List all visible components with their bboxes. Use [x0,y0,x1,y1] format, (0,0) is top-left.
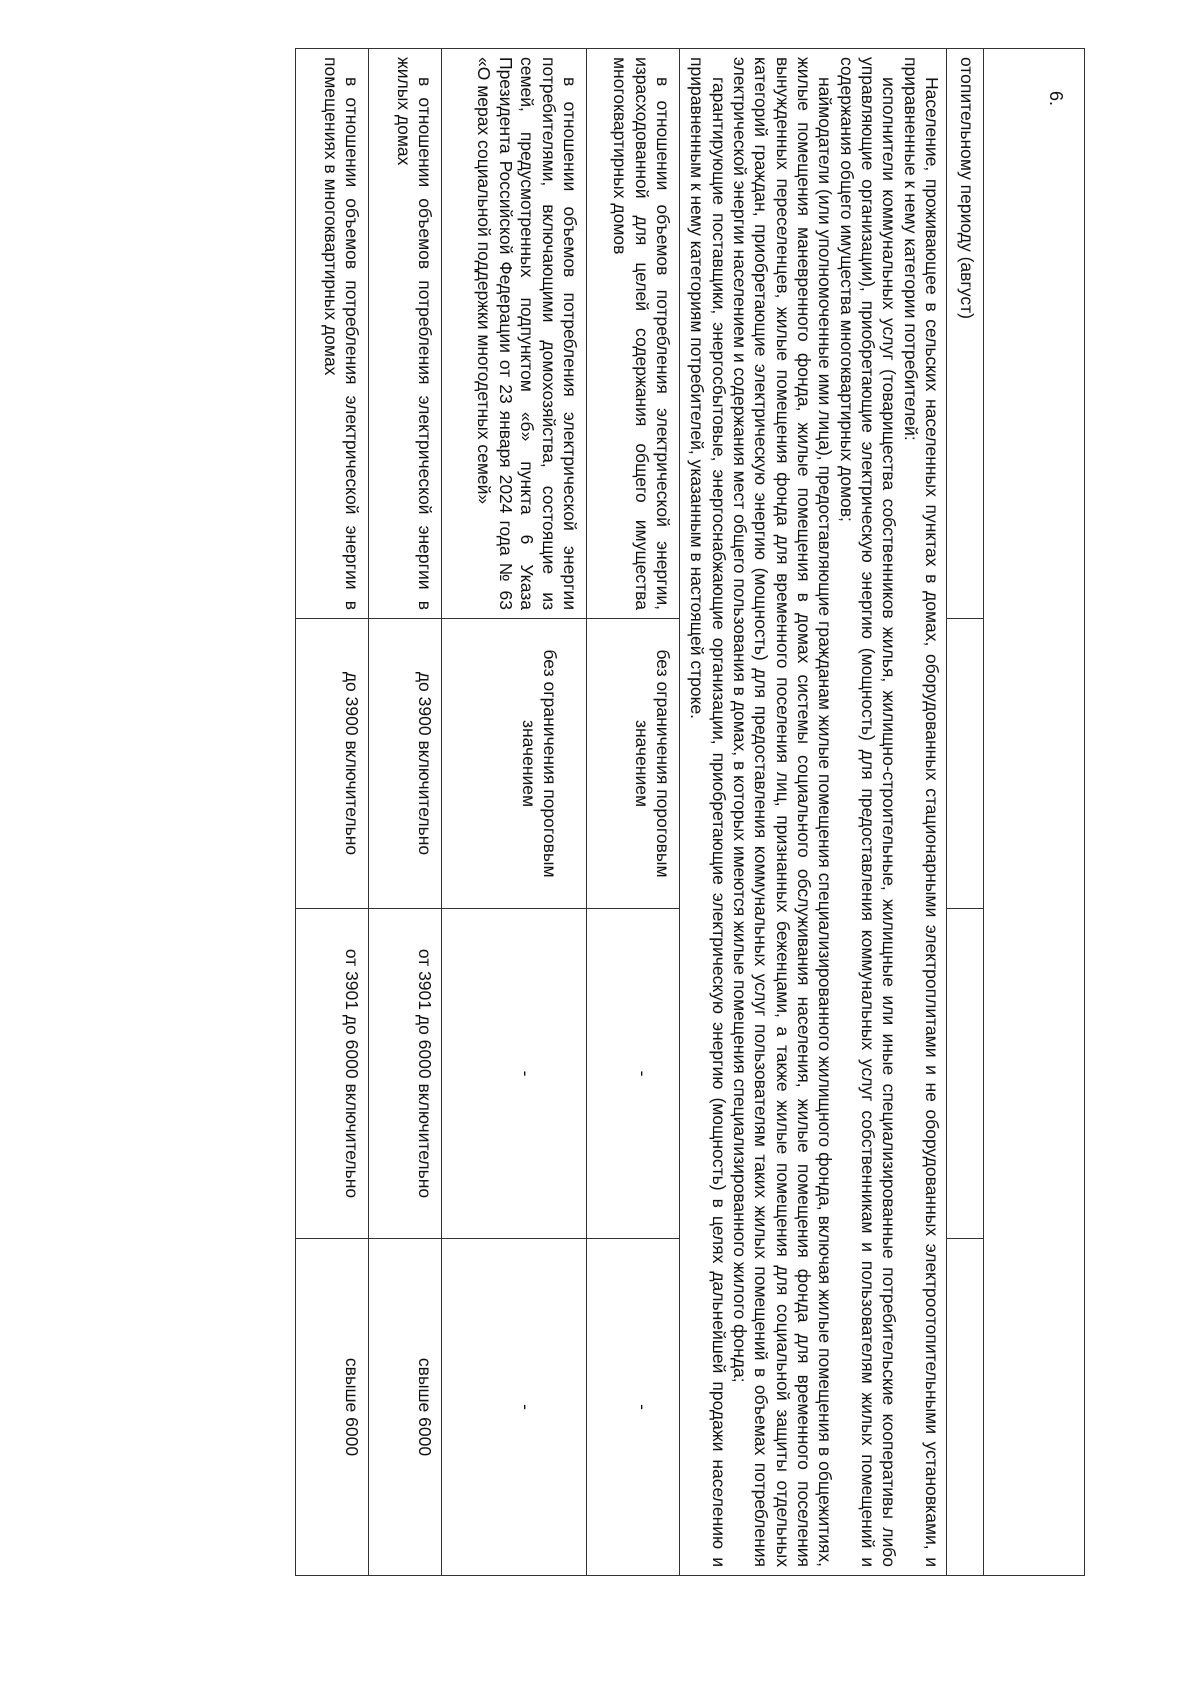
threshold-2: от 3901 до 6000 включительно [368,909,441,1239]
threshold-3: - [441,1239,586,1576]
description-paragraph: Население, проживающее в сельских населенных пунктах в домах, оборудованных стационарными электроплитами и не оборудованных электроотопительными установками, и приравненные к нему категории потребителей: [900,57,942,1567]
threshold-1: до 3900 включительно [368,619,441,909]
period-blank-2 [947,909,984,1239]
threshold-2: - [586,909,679,1239]
row-label: в отношении объемов потребления электрической энергии в жилых домах [393,57,435,610]
period-text: отопительному периоду (август) [957,57,977,319]
table-row [368,49,441,1576]
table-row [295,49,368,1576]
row-label-cell [441,49,586,619]
description-paragraph: гарантирующие поставщики, энергосбытовые, энергоснабжающие организации, приобретающие электрическую энергию (мощность) в целях дальнейшей продажи населению и приравненным к нему категориям потребителей, указанным в настоящей строке. [687,57,729,1567]
description-paragraph: исполнители коммунальных услуг (товарищества собственников жилья, жилищно-строительные, жилищные или иные специализированные потребительские кооперативы либо управляющие организации), приобретающие электрическую энергию (мощность) для предоставления коммунальных услуг собственникам и пользователям жилых помещений и содержания общего имущества многоквартирных домов; [836,57,900,1567]
period-row [947,49,984,1576]
table-row [586,49,679,1576]
row-label-cell [586,49,679,619]
rotated-page [145,48,1085,1575]
threshold-3: свыше 6000 [368,1239,441,1576]
row-number-cell [984,49,1085,1576]
threshold-2: от 3901 до 6000 включительно [295,909,368,1239]
threshold-1: без ограничения пороговым значением [586,619,679,909]
row-label: в отношении объемов потребления электрической энергии, израсходованной для целей содержания общего имущества многоквартирных домов [610,57,673,610]
threshold-3: - [586,1239,679,1576]
period-blank-1 [947,619,984,909]
row-label-cell [295,49,368,619]
period-blank-3 [947,1239,984,1576]
threshold-1: до 3900 включительно [295,619,368,909]
row-label-cell [368,49,441,619]
period-cell [947,49,984,619]
row-number: 6. [1046,91,1066,107]
row-number-row [984,49,1085,1576]
description-row [679,49,946,1576]
table-row [441,49,586,1576]
row-label: в отношении объемов потребления электрической энергии потребителями, включающими домохозяйства, состоящие из семей, предусмотренных подпунктом «б» пункта 6 Указа Президента Российской Федерации от 23 января 2024 года № 63 «О мерах социальной поддержки многодетных семей» [474,57,580,610]
description-paragraph: наймодатели (или уполномоченные ими лица), предоставляющие гражданам жилые помещения специализированного жилищного фонда, включая жилые помещения в общежитиях, жилые помещения маневренного фонда, жилые помещения в домах системы социального обслуживания населения, жилые помещения фонда для временного поселения вынужденных переселенцев, жилые помещения фонда для временного поселения лиц, признанных беженцами, а также жилые помещения для социальной защиты отдельных категорий граждан, приобретающие электрическую энергию (мощность) для предоставления коммунальных услуг пользователям таких жилых помещений в объемах потребления электрической энергии населением и содержания мест общего пользования в домах, в которых имеются жилые помещения специализированного жилого фонда; [729,57,836,1567]
tariff-table [295,48,1085,1576]
description-cell [679,49,946,1576]
threshold-1: без ограничения пороговым значением [441,619,586,909]
threshold-2: - [441,909,586,1239]
row-label: в отношении объемов потребления электрической энергии в помещениях в многоквартирных домах [320,57,362,610]
threshold-3: свыше 6000 [295,1239,368,1576]
